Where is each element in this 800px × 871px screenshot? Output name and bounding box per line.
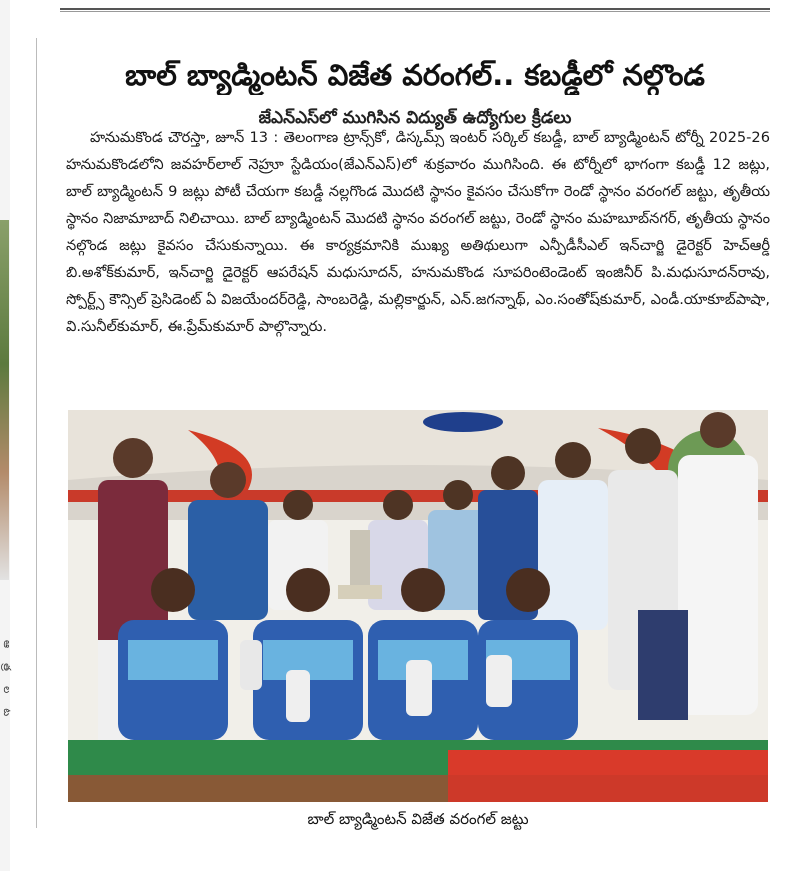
adjacent-column-text: ఆ త్ర ల ట — [1, 640, 12, 723]
headline: బాల్ బ్యాడ్మింటన్ విజేత వరంగల్.. కబడ్డీలో నల్గొండ — [125, 58, 705, 93]
adjacent-photo-edge — [0, 220, 9, 580]
subheadline: జేఎన్ఎస్‌లో ముగిసిన విద్యుత్ ఉద్యోగుల క్రీడలు — [258, 108, 572, 129]
news-photo — [68, 410, 768, 802]
top-rule — [60, 8, 770, 10]
body-paragraph: హనుమకొండ చౌరస్తా, జూన్ 13 : తెలంగాణ ట్రాన్స్‌కో, డిస్కమ్స్ ఇంటర్ సర్కిల్ కబడ్డీ, బాల్ బ్యాడ్మింటన్ టోర్నీ 2025-26 హనుమకొండలోని జవహర్‌లాల్ నెహ్రూ స్టేడియం(జేఎన్ఎస్)లో శుక్రవారం ముగిసింది. ఈ టోర్నీలో భాగంగా కబడ్డీ 12 జట్లు, బాల్ బ్యాడ్మింటన్ 9 జట్లు పోటీ చేయగా కబడ్డీ నల్లగొండ మొదటి స్థానం కైవసం చేసుకోగా రెండో స్థానం వరంగల్ జట్టు, తృతీయ స్థానం నిజామాబాద్ నిలిచాయి. బాల్ బ్యాడ్మింటన్ మొదటి స్థానం వరంగల్ జట్టు, రెండో స్థానం మహబూబ్‌నగర్, తృతీయ స్థానం నల్గొండ జట్లు కైవసం చేసుకున్నాయి. ఈ కార్యక్రమానికి ముఖ్య అతిథులుగా ఎన్పీడీసీఎల్ ఇన్‌చార్జి డైరెక్టర్ హెచ్‌ఆర్డీ బి.అశోక్‌కుమార్, ఇన్‌చార్జి డైరెక్టర్ ఆపరేషన్ మధుసూదన్, హనుమకొండ సూపరింటెండెంట్ ఇంజినీర్ పి.మధుసూదన్‌రావు, స్పోర్ట్స్ కౌన్సిల్ ప్రెసిడెంట్ ఏ విజయేందర్‌రెడ్డి, సాంబరెడ్డి, మల్లికార్జున్, ఎన్.జగన్నాథ్, ఎం.సంతోష్‌కుమార్, ఎండీ.యాకూబ్‌పాషా, వి.సునీల్‌కుమార్, ఈ.ప్రేమ్‌కుమార్ పాల్గొన్నారు. — [66, 129, 770, 335]
top-rule-thin — [60, 11, 770, 12]
article-body — [66, 124, 770, 340]
team-photo-illustration — [68, 410, 768, 802]
column-divider — [36, 38, 37, 828]
photo-caption: బాల్ బ్యాడ్మింటన్ విజేత వరంగల్ జట్టు — [307, 810, 529, 828]
